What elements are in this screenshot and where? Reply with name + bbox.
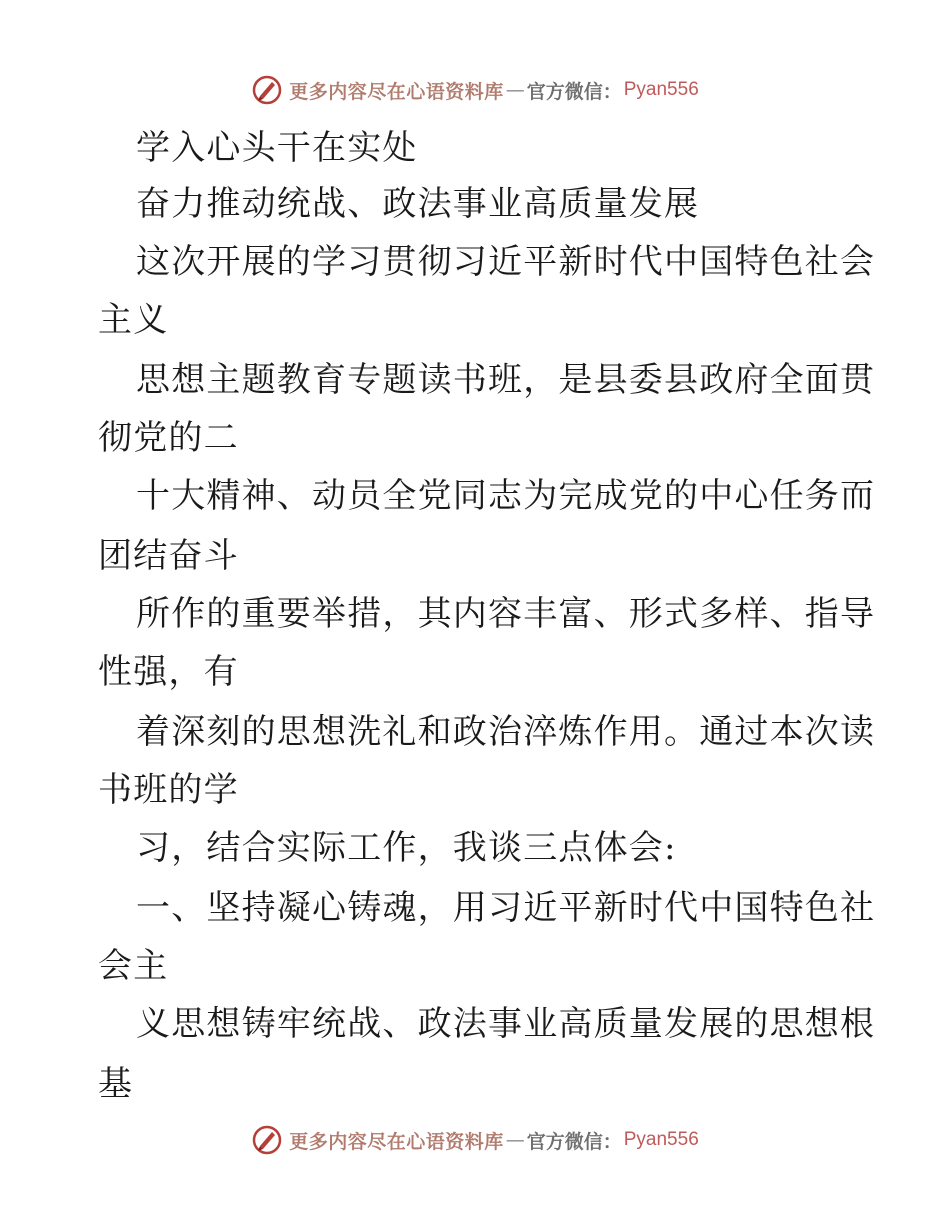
title-line-1: 学入心头干在实处 (136, 128, 418, 168)
banner-text: 更多内容尽在心语资料库 (289, 80, 504, 103)
section-heading-line: 基 (98, 1064, 134, 1104)
text-line: 主义 (98, 300, 169, 340)
banner-separator: — (505, 79, 525, 101)
banner-text: 更多内容尽在心语资料库 (289, 1130, 504, 1153)
banner-label: 官方微信： (526, 80, 622, 103)
banner-label: 官方微信： (526, 1130, 622, 1153)
title-line-2: 奋力推动统战、政法事业高质量发展 (136, 184, 700, 224)
pen-logo-icon (251, 1124, 283, 1156)
text-line: 性强，有 (98, 652, 239, 692)
section-heading-line: 一、坚持凝心铸魂，用习近平新时代中国特色社 (136, 888, 876, 928)
pen-logo-icon (251, 74, 283, 106)
text-line: 着深刻的思想洗礼和政治淬炼作用。通过本次读 (136, 712, 876, 752)
text-line: 所作的重要举措，其内容丰富、形式多样、指导 (136, 594, 876, 634)
text-line: 习，结合实际工作，我谈三点体会: (136, 828, 677, 868)
banner-separator: — (505, 1129, 525, 1151)
text-line: 彻党的二 (98, 418, 239, 458)
text-line: 这次开展的学习贯彻习近平新时代中国特色社会 (136, 242, 876, 282)
text-line: 团结奋斗 (98, 536, 239, 576)
banner-wechat-id: Pyan556 (623, 1129, 699, 1150)
header-banner (0, 70, 950, 110)
banner-wechat-id: Pyan556 (623, 79, 699, 100)
footer-banner (0, 1120, 950, 1160)
text-line: 思想主题教育专题读书班，是县委县政府全面贯 (136, 360, 876, 400)
section-heading-line: 义思想铸牢统战、政法事业高质量发展的思想根 (136, 1004, 876, 1044)
text-line: 书班的学 (98, 770, 239, 810)
section-heading-line: 会主 (98, 946, 169, 986)
text-line: 十大精神、动员全党同志为完成党的中心任务而 (136, 476, 876, 516)
